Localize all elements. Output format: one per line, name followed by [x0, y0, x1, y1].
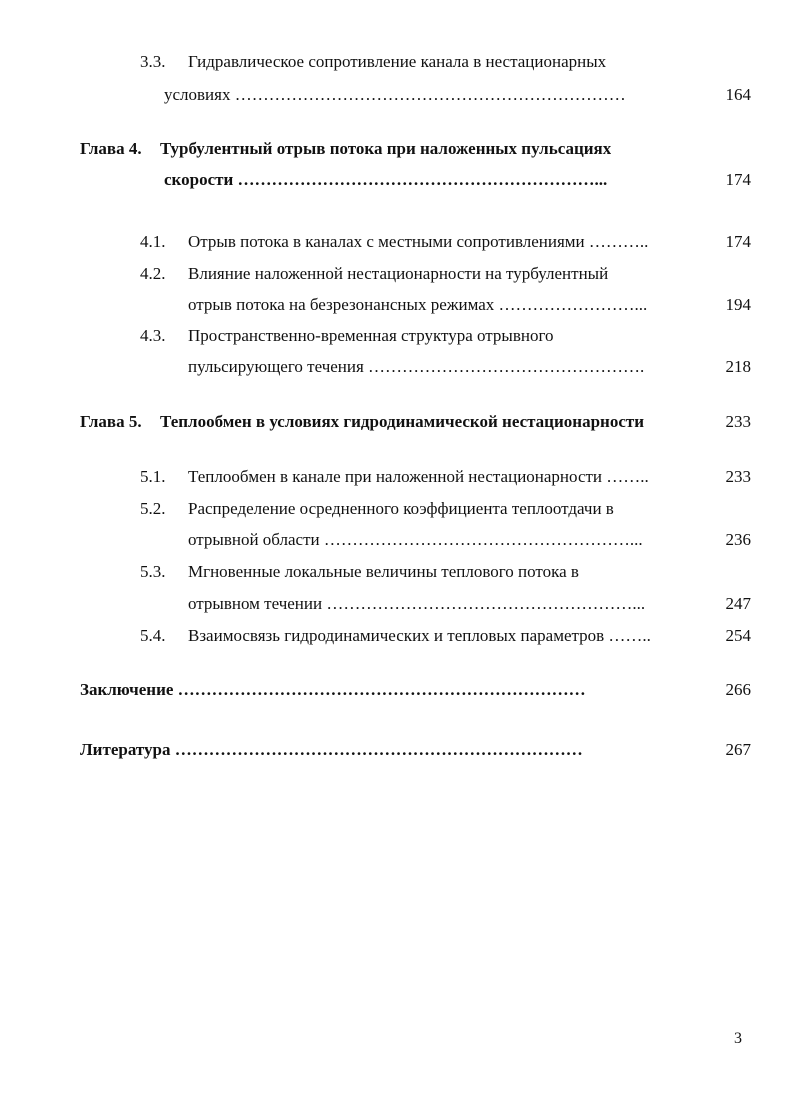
chapter-label: Глава 4.	[80, 139, 142, 158]
section-title-cont: отрывной области ………………………………………………...	[188, 530, 643, 549]
section-title-cont: условиях ……………………………………………………………	[164, 85, 626, 104]
section-title: Теплообмен в канале при наложенной нестационарности ……..	[188, 467, 649, 486]
page-ref: 174	[725, 232, 751, 251]
toc-chapter-4-cont	[0, 168, 794, 192]
section-number: 5.3.	[140, 562, 166, 581]
section-title: Взаимосвязь гидродинамических и тепловых параметров ……..	[188, 626, 651, 645]
toc-entry-5-3-cont	[0, 592, 794, 616]
section-title: Отрыв потока в каналах с местными сопротивлениями ………..	[188, 232, 649, 251]
page-ref: 267	[725, 740, 751, 759]
toc-entry-5-3	[0, 560, 794, 584]
toc-entry-4-2-cont	[0, 293, 794, 317]
page-ref: 233	[725, 412, 751, 431]
toc-entry-4-3	[0, 324, 794, 348]
page-ref: 164	[725, 85, 751, 104]
toc-entry-4-2	[0, 262, 794, 286]
section-number: 4.1.	[140, 232, 166, 251]
page-ref: 218	[725, 357, 751, 376]
section-number: 4.3.	[140, 326, 166, 345]
section-number: 4.2.	[140, 264, 166, 283]
toc-entry-5-2	[0, 497, 794, 521]
toc-entry-5-1	[0, 465, 794, 489]
section-title-cont: отрыв потока на безрезонансных режимах ……………………...	[188, 295, 648, 314]
page-ref: 236	[725, 530, 751, 549]
chapter-title: Турбулентный отрыв потока при наложенных пульсациях	[160, 139, 612, 158]
section-title: Пространственно-временная структура отрывного	[188, 326, 554, 345]
page-ref: 233	[725, 467, 751, 486]
section-number: 5.4.	[140, 626, 166, 645]
section-number: 3.3.	[140, 52, 166, 71]
toc-conclusion	[0, 678, 794, 702]
section-title-cont: отрывном течении ………………………………………………...	[188, 594, 646, 613]
conclusion-title: Заключение ………………………………………………………………	[80, 680, 586, 699]
page-ref: 247	[725, 594, 751, 613]
section-title-cont: пульсирующего течения ………………………………………….	[188, 357, 645, 376]
toc-entry-4-3-cont	[0, 355, 794, 379]
page-ref: 174	[725, 170, 751, 189]
toc-chapter-5	[0, 410, 794, 434]
toc-chapter-4	[0, 137, 794, 161]
page-ref: 194	[725, 295, 751, 314]
page-ref: 266	[725, 680, 751, 699]
toc-entry-3-3-cont	[0, 83, 794, 107]
toc-entry-4-1	[0, 230, 794, 254]
section-title: Гидравлическое сопротивление канала в нестационарных	[188, 52, 607, 71]
toc-entry-3-3	[0, 50, 794, 74]
section-title: Распределение осредненного коэффициента теплоотдачи в	[188, 499, 614, 518]
section-number: 5.2.	[140, 499, 166, 518]
literature-title: Литература ………………………………………………………………	[80, 740, 583, 759]
section-number: 5.1.	[140, 467, 166, 486]
chapter-title-cont: скорости ………………………………………………………...	[164, 170, 608, 189]
toc-literature	[0, 738, 794, 762]
toc-entry-5-2-cont	[0, 528, 794, 552]
page-ref: 254	[725, 626, 751, 645]
section-title: Влияние наложенной нестационарности на турбулентный	[188, 264, 609, 283]
chapter-label: Глава 5.	[80, 412, 142, 431]
toc-entry-5-4	[0, 624, 794, 648]
page-number: 3	[734, 1030, 742, 1047]
section-title: Мгновенные локальные величины теплового потока в	[188, 562, 579, 581]
chapter-title: Теплообмен в условиях гидродинамической нестационарности	[160, 412, 645, 431]
